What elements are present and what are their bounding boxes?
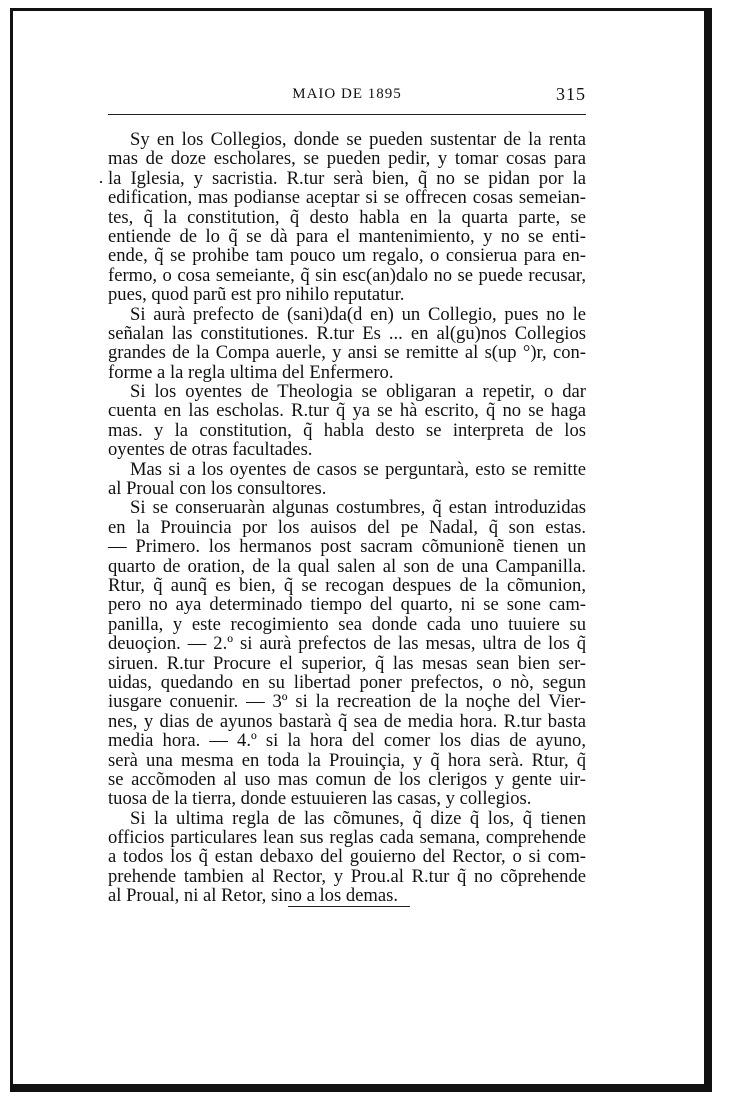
- text-line: señalan las constitutiones. R.tur Es ... en al(gu)nos Collegios: [108, 322, 586, 344]
- page-number: 315: [556, 84, 586, 104]
- text-line: a todos los q̃ estan debaxo del gouierno del Rector, o si com-: [108, 846, 586, 868]
- text-line: edification, mas podianse aceptar si se offrecen cosas semeian-: [108, 187, 586, 209]
- text-line: tuosa de la tierra, donde estuuieren las casas, y collegios.: [108, 788, 532, 810]
- text-line: prehende tambien al Rector, y Prou.al R.tur q̃ no cõprehende: [108, 865, 586, 887]
- text-line: — Primero. los hermanos post sacram cõmunionẽ tienen un: [108, 536, 586, 558]
- text-line: mas. y la constitution, q̃ habla desto se interpreta de los: [108, 419, 586, 441]
- text-line: forme a la regla ultima del Enfermero.: [108, 361, 394, 383]
- text-line: deuoçion. — 2.º si aurà prefectos de las mesas, ultra de los q̃: [108, 633, 586, 655]
- running-title: MAIO DE 1895: [292, 86, 402, 102]
- text-line: se accõmoden al uso mas comun de los clerigos y gente uir-: [108, 768, 586, 790]
- text-line: Si los oyentes de Theologia se obligaran a repetir, o dar: [130, 381, 586, 403]
- text-line: Sy en los Collegios, donde se pueden sustentar de la renta: [130, 129, 586, 150]
- text-line: tes, q̃ la constitution, q̃ desto habla en la quarta parte, se: [108, 206, 586, 228]
- text-line: Si aurà prefecto de (sani)da(d en) un Collegio, pues no le: [130, 303, 586, 325]
- text-line: pues, quod parũ est pro nihilo reputatur.: [108, 284, 405, 306]
- text-line: Rtur, q̃ aunq̃ es bien, q̃ se recogan despues de la cõmunion,: [108, 574, 586, 596]
- page-header: [108, 84, 586, 108]
- margin-mark: ·: [98, 172, 104, 192]
- text-line: siruen. R.tur Procure el superior, q̃ las mesas sean bien ser-: [108, 652, 586, 674]
- text-line: media hora. — 4.º si la hora del comer los dias de ayuno,: [108, 730, 586, 752]
- text-line: uidas, quedando en su libertad poner prefectos, o nò, segun: [108, 671, 586, 693]
- end-rule: [288, 906, 410, 907]
- header-rule: [108, 114, 586, 115]
- text-line: la Iglesia, y sacristia. R.tur serà bien, q̃ no se pidan por la: [108, 167, 586, 189]
- text-line: cuenta en las escholas. R.tur q̃ ya se hà escrito, q̃ no se haga: [108, 400, 586, 422]
- text-line: Si la ultima regla de las cõmunes, q̃ dize q̃ los, q̃ tienen: [130, 807, 586, 829]
- text-line: grandes de la Compa auerle, y ansi se remitte al s(up °)r, con-: [108, 342, 586, 364]
- text-line: al Proual, ni al Retor, sino a los demas.: [108, 885, 398, 907]
- text-line: pero no aya determinado tiempo del quarto, ni se sone cam-: [108, 594, 586, 616]
- text-line: panilla, y este recogimiento sea donde cada uno tuuiere su: [108, 613, 586, 635]
- text-line: oyentes de otras facultades.: [108, 439, 313, 461]
- text-line: quarto de oration, de la qual salen al son de una Campanilla.: [108, 555, 586, 577]
- text-line: Mas si a los oyentes de casos se perguntarà, esto se remitte: [130, 458, 586, 480]
- body-text: [108, 130, 586, 906]
- text-line: ende, q̃ se prohibe tam pouco um regalo, o consierua para en-: [108, 245, 586, 267]
- text-line: nes, y dias de ayunos bastarà q̃ sea de media hora. R.tur basta: [108, 710, 586, 732]
- text-line: iusgare conuenir. — 3º si la recreation de la noçhe del Vier-: [108, 691, 586, 713]
- text-line: Si se conseruaràn algunas costumbres, q̃ estan introduzidas: [130, 497, 586, 519]
- text-line: en la Prouincia por los auisos del pe Nadal, q̃ son estas.: [108, 516, 586, 538]
- text-line: mas de doze escholares, se pueden pedir, y tomar cosas para: [108, 148, 586, 170]
- text-line: al Proual con los consultores.: [108, 478, 327, 500]
- text-line: officios particulares lean sus reglas cada semana, comprehende: [108, 827, 586, 849]
- text-line: serà una mesma en toda la Prouinçia, y q̃ hora serà. Rtur, q̃: [108, 749, 586, 771]
- text-line: entiende de lo q̃ se dà para el mantenimiento, y no se enti-: [108, 225, 586, 247]
- text-line: fermo, o cosa semeiante, q̃ sin esc(an)dalo no se puede recusar,: [108, 264, 586, 286]
